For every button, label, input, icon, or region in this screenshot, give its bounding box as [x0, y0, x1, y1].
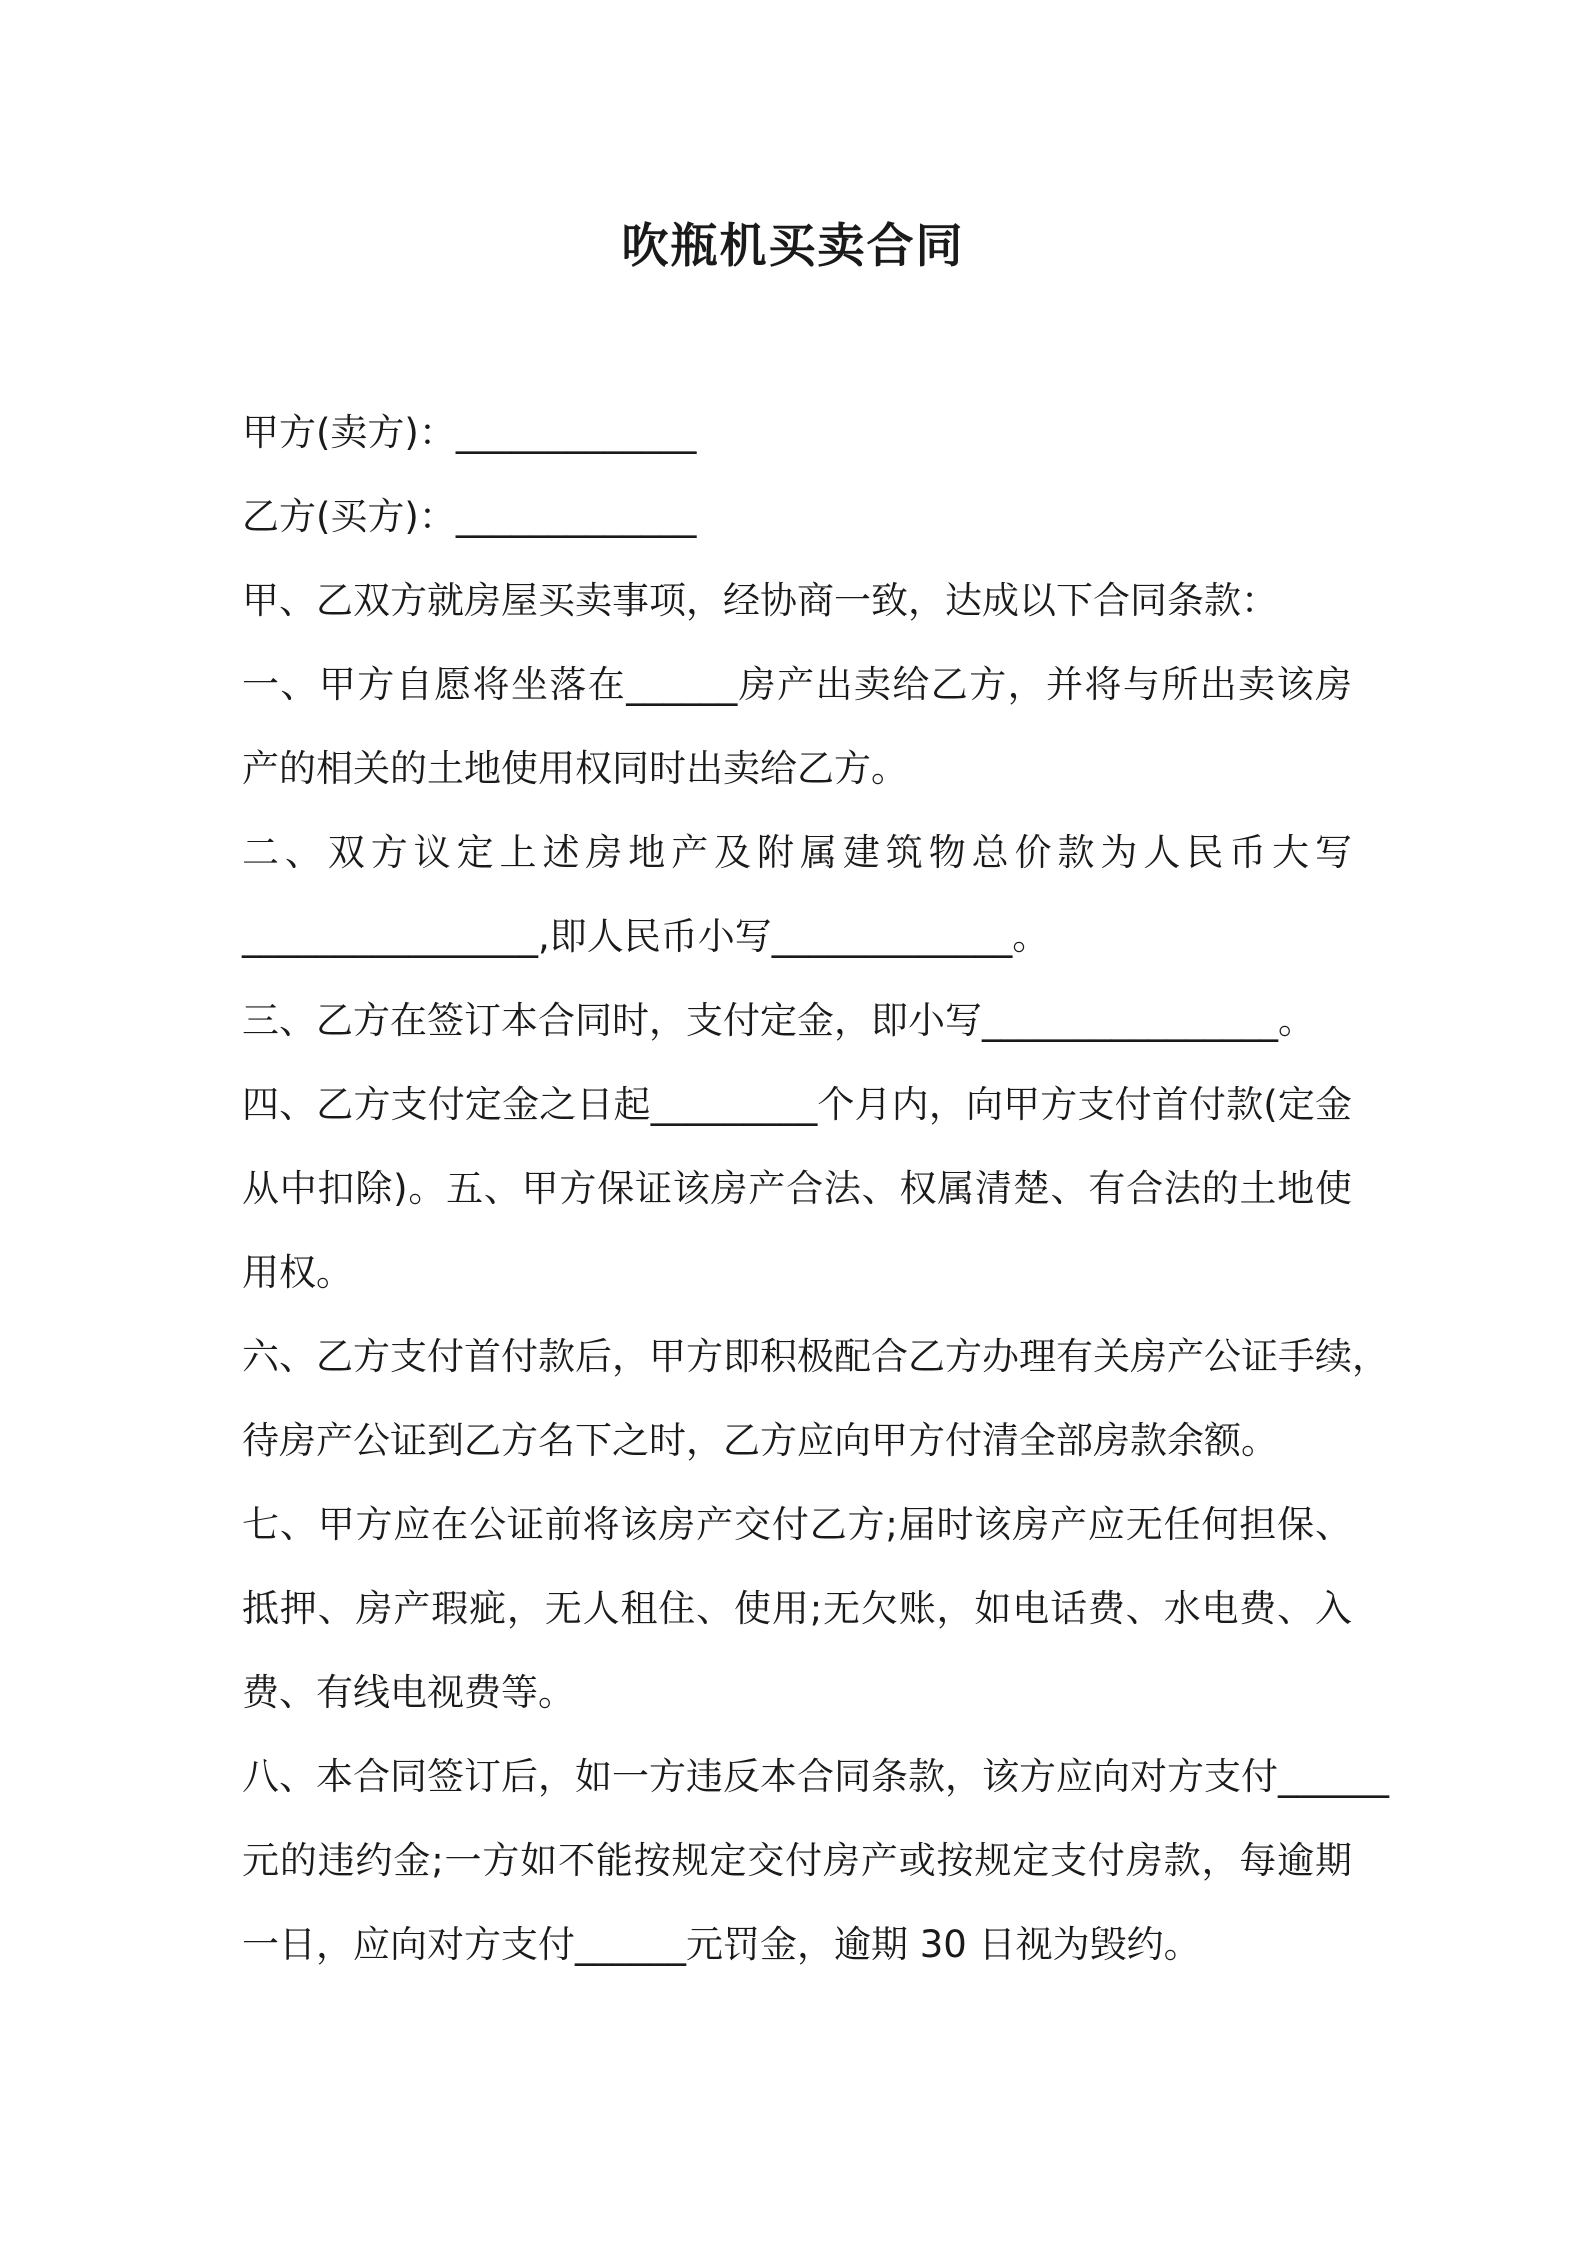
clause-7-line-1: 七、甲方应在公证前将该房产交付乙方;届时该房产应无任何担保、 — [242, 1503, 1352, 1546]
party-b-line: 乙方(买方)：_____________ — [242, 495, 697, 538]
clause-6-line-1: 六、乙方支付首付款后，甲方即积极配合乙方办理有关房产公证手续， — [242, 1335, 1389, 1378]
clause-8-line-3: 一日，应向对方支付______元罚金，逾期 30 日视为毁约。 — [242, 1923, 1201, 1966]
clause-8-line-1: 八、本合同签订后，如一方违反本合同条款，该方应向对方支付______ — [242, 1755, 1389, 1798]
preamble-line: 甲、乙双方就房屋买卖事项，经协商一致，达成以下合同条款： — [242, 579, 1278, 622]
clause-1-line-1: 一、甲方自愿将坐落在______房产出卖给乙方，并将与所出卖该房 — [242, 663, 1352, 706]
clause-1-line-2: 产的相关的土地使用权同时出卖给乙方。 — [242, 747, 908, 790]
clause-2-line-2: ________________,即人民币小写_____________。 — [242, 915, 1050, 958]
document-title: 吹瓶机买卖合同 — [621, 219, 965, 274]
clause-5-line-3: 用权。 — [242, 1251, 353, 1294]
clause-6-line-2: 待房产公证到乙方名下之时，乙方应向甲方付清全部房款余额。 — [242, 1419, 1278, 1462]
clause-7-line-3: 费、有线电视费等。 — [242, 1671, 575, 1714]
clause-4-line-1: 四、乙方支付定金之日起_________个月内，向甲方支付首付款(定金 — [242, 1083, 1352, 1126]
clause-8-line-2: 元的违约金;一方如不能按规定交付房产或按规定支付房款，每逾期 — [242, 1839, 1352, 1882]
clause-4-5-line-2: 从中扣除)。五、甲方保证该房产合法、权属清楚、有合法的土地使 — [242, 1167, 1352, 1210]
clause-7-line-2: 抵押、房产瑕疵，无人租住、使用;无欠账，如电话费、水电费、入 — [242, 1587, 1352, 1630]
clause-2-line-1: 二、双方议定上述房地产及附属建筑物总价款为人民币大写 — [242, 831, 1352, 874]
party-a-line: 甲方(卖方)：_____________ — [242, 411, 697, 454]
clause-3-line: 三、乙方在签订本合同时，支付定金，即小写________________。 — [242, 999, 1315, 1042]
